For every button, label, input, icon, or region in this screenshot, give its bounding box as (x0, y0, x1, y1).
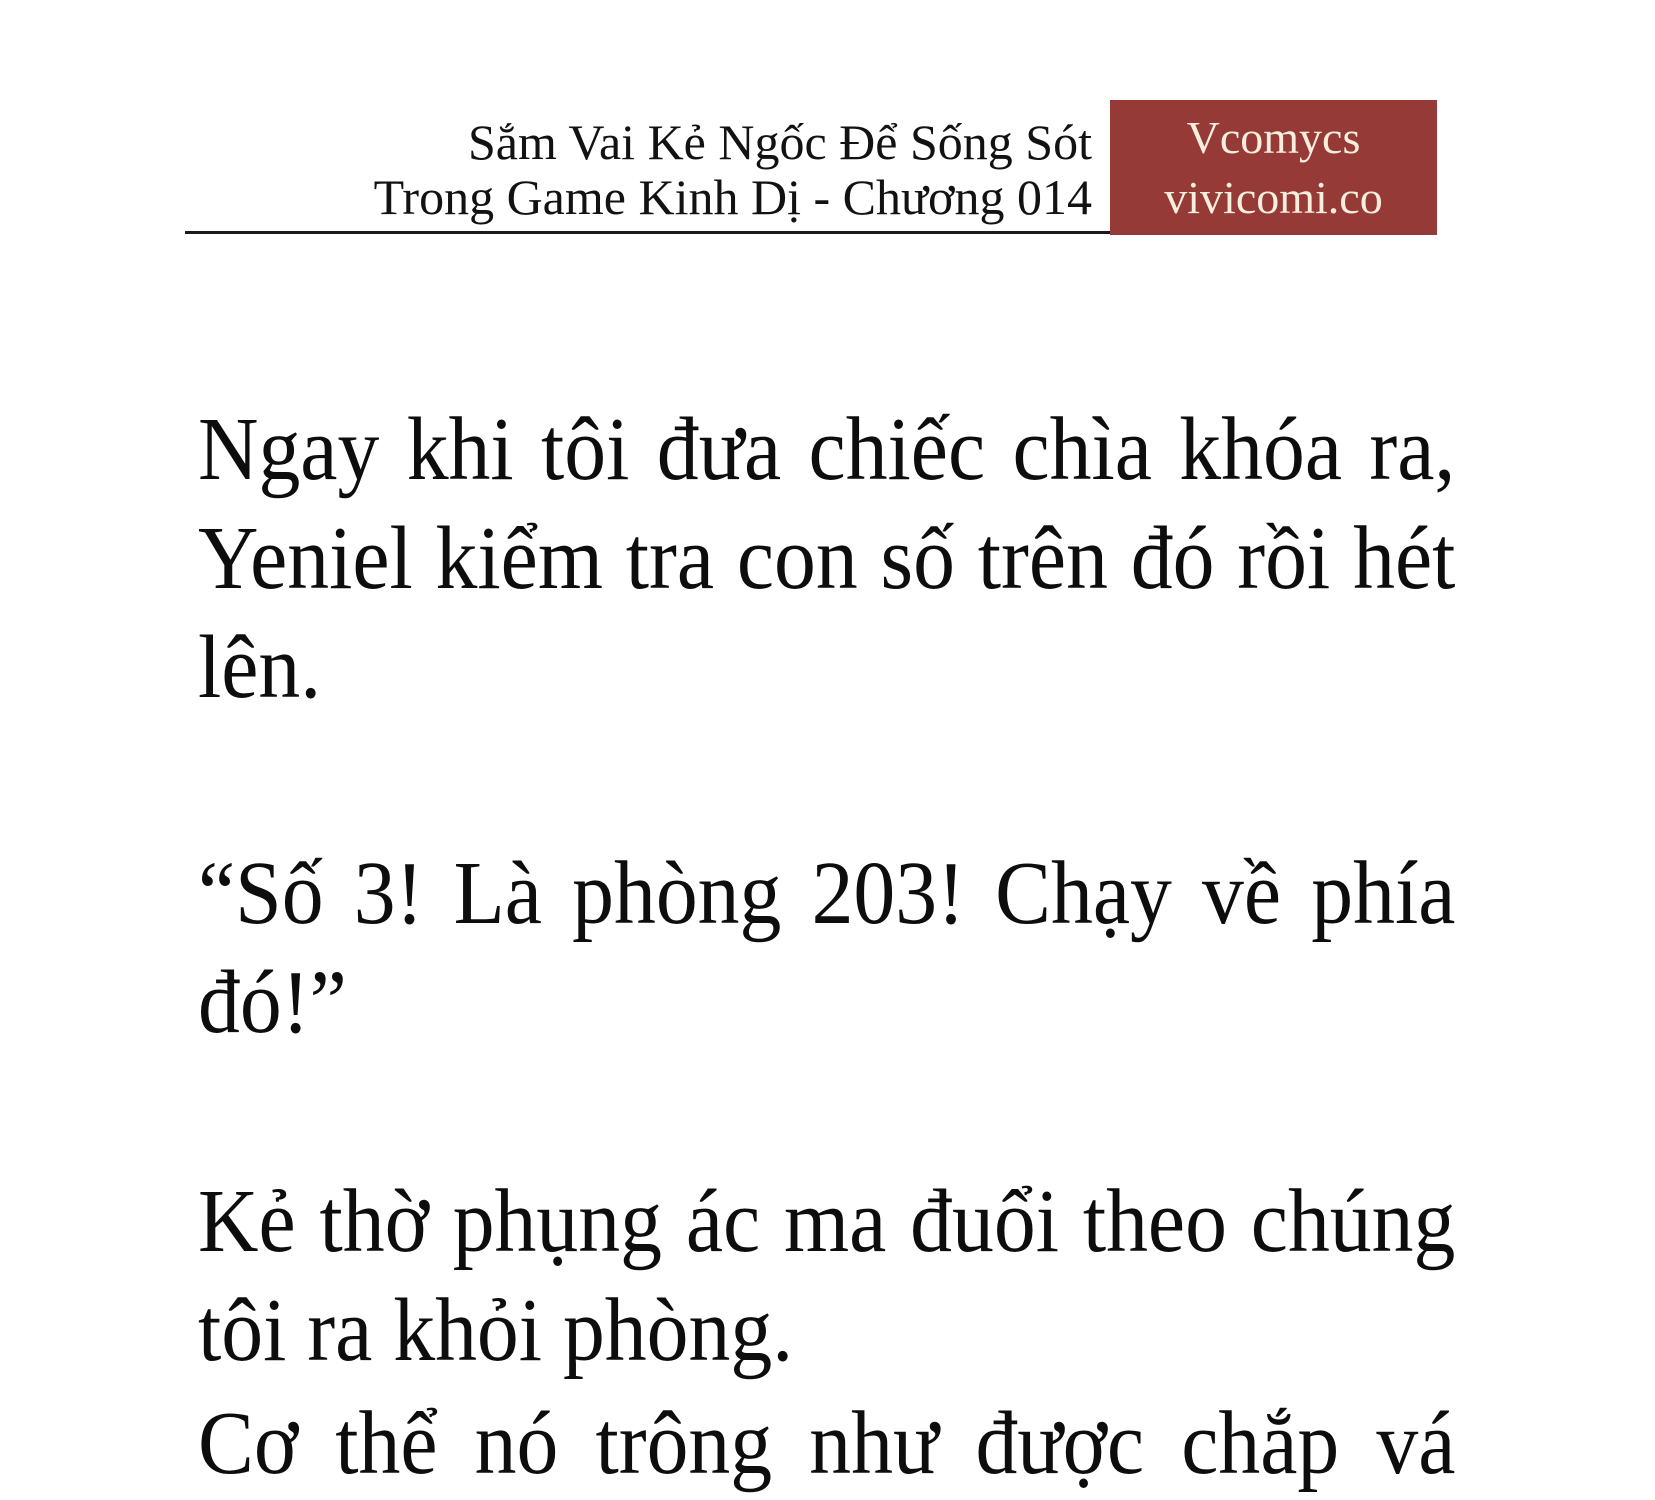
paragraph-2 (198, 839, 1455, 1057)
header-divider-line (185, 231, 1112, 234)
text-line: lên. (198, 618, 322, 717)
text-line: Yeniel kiểm tra con số trên đó rồi hét (198, 509, 1456, 608)
text-line: “Số 3! Là phòng 203! Chạy về phía (198, 844, 1456, 943)
text-line: Kẻ thờ phụng ác ma đuổi theo chúng (198, 1172, 1456, 1271)
chapter-header (185, 115, 1092, 225)
text-line: tôi ra khỏi phòng. (198, 1281, 794, 1380)
paragraph-3 (198, 1167, 1455, 1385)
series-title: Sắm Vai Kẻ Ngốc Để Sống Sót (467, 114, 1092, 170)
chapter-subtitle: Trong Game Kinh Dị - Chương 014 (373, 169, 1092, 225)
translator-watermark (1110, 100, 1437, 235)
paragraph-1 (198, 395, 1455, 722)
text-line: đó!” (198, 953, 347, 1052)
paragraph-4 (198, 1389, 1455, 1498)
text-line: Cơ thể nó trông như được chắp vá (198, 1394, 1456, 1493)
watermark-site: vivicomi.co (1164, 172, 1383, 223)
text-line: Ngay khi tôi đưa chiếc chìa khóa ra, (198, 400, 1456, 499)
watermark-name: Vcomycs (1186, 112, 1361, 163)
